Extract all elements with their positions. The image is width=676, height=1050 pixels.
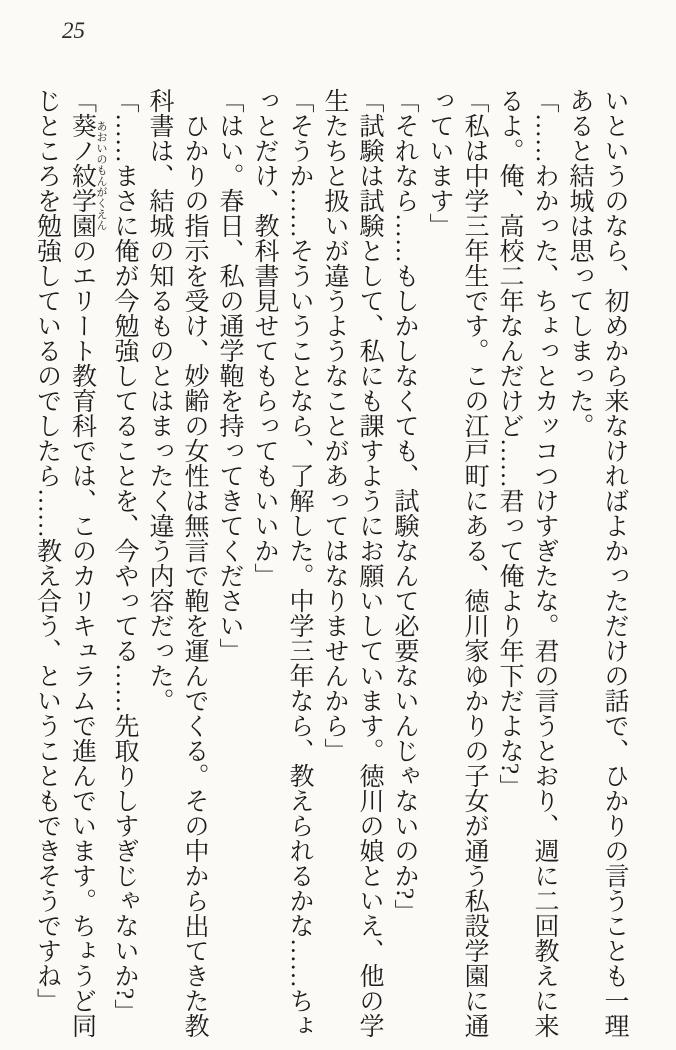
dialogue-rest: のエリート教育科では、このカリキュラムで進んでいます。ちょうど同じところを勉強しているのでしたら……教え合う、ということもできそうですね」 xyxy=(33,88,96,1038)
paragraph-dialogue-yuki: 「そうか……そういうことなら、了解した。中学三年なら、教えられるかな……ちょっとだけ、教科書見せてもらってもいいか」 xyxy=(251,88,313,1038)
paragraph-dialogue-hikari: 「試験は試験として、私にも課すようにお願いしています。徳川の娘といえ、他の学生たちと扱いが違うようなことがあってはなりませんから」 xyxy=(321,88,383,1038)
page-number: 25 xyxy=(62,18,85,43)
school-name: 葵ノ紋学園 xyxy=(68,113,96,238)
paragraph-dialogue-yuki: 「……わかった、ちょっとカッコつけすぎたな。君の言うとおり、週に二回教えに来るよ。俺、高校二年なんだけど……君って俺より年下だよな?」 xyxy=(496,88,558,1038)
paragraph-narration: いというのなら、初めから来なければよかっただけの話で、ひかりの言うことも一理あると結城は思ってしまった。 xyxy=(566,88,628,1038)
paragraph-dialogue-yuki: 「……まさに俺が今勉強してることを、今やってる……先取りしすぎじゃないか?」 xyxy=(111,88,138,1025)
paragraph-narration: ひかりの指示を受け、妙齢の女性は無言で鞄を運んでくる。その中から出てきた教科書は、結城の知るものとはまったく違う内容だった。 xyxy=(146,88,208,1038)
paragraph-dialogue-hikari: 「はい。春日、私の通学鞄を持ってきてください」 xyxy=(216,88,243,663)
paragraph-dialogue-hikari xyxy=(30,88,108,1038)
dialogue-open-quote: 「 xyxy=(68,88,96,113)
vertical-text-block xyxy=(30,88,633,1038)
school-name-furigana: あおいのもんがくえん xyxy=(95,113,107,238)
paragraph-dialogue-yuki: 「それなら……もしかしなくても、試験なんて必要ないんじゃないのか?」 xyxy=(391,88,418,925)
school-name-ruby xyxy=(68,113,107,238)
paragraph-dialogue-hikari: 「私は中学三年生です。この江戸町にある、徳川家ゆかりの子女が通う私設学園に通っています」 xyxy=(426,88,488,1038)
